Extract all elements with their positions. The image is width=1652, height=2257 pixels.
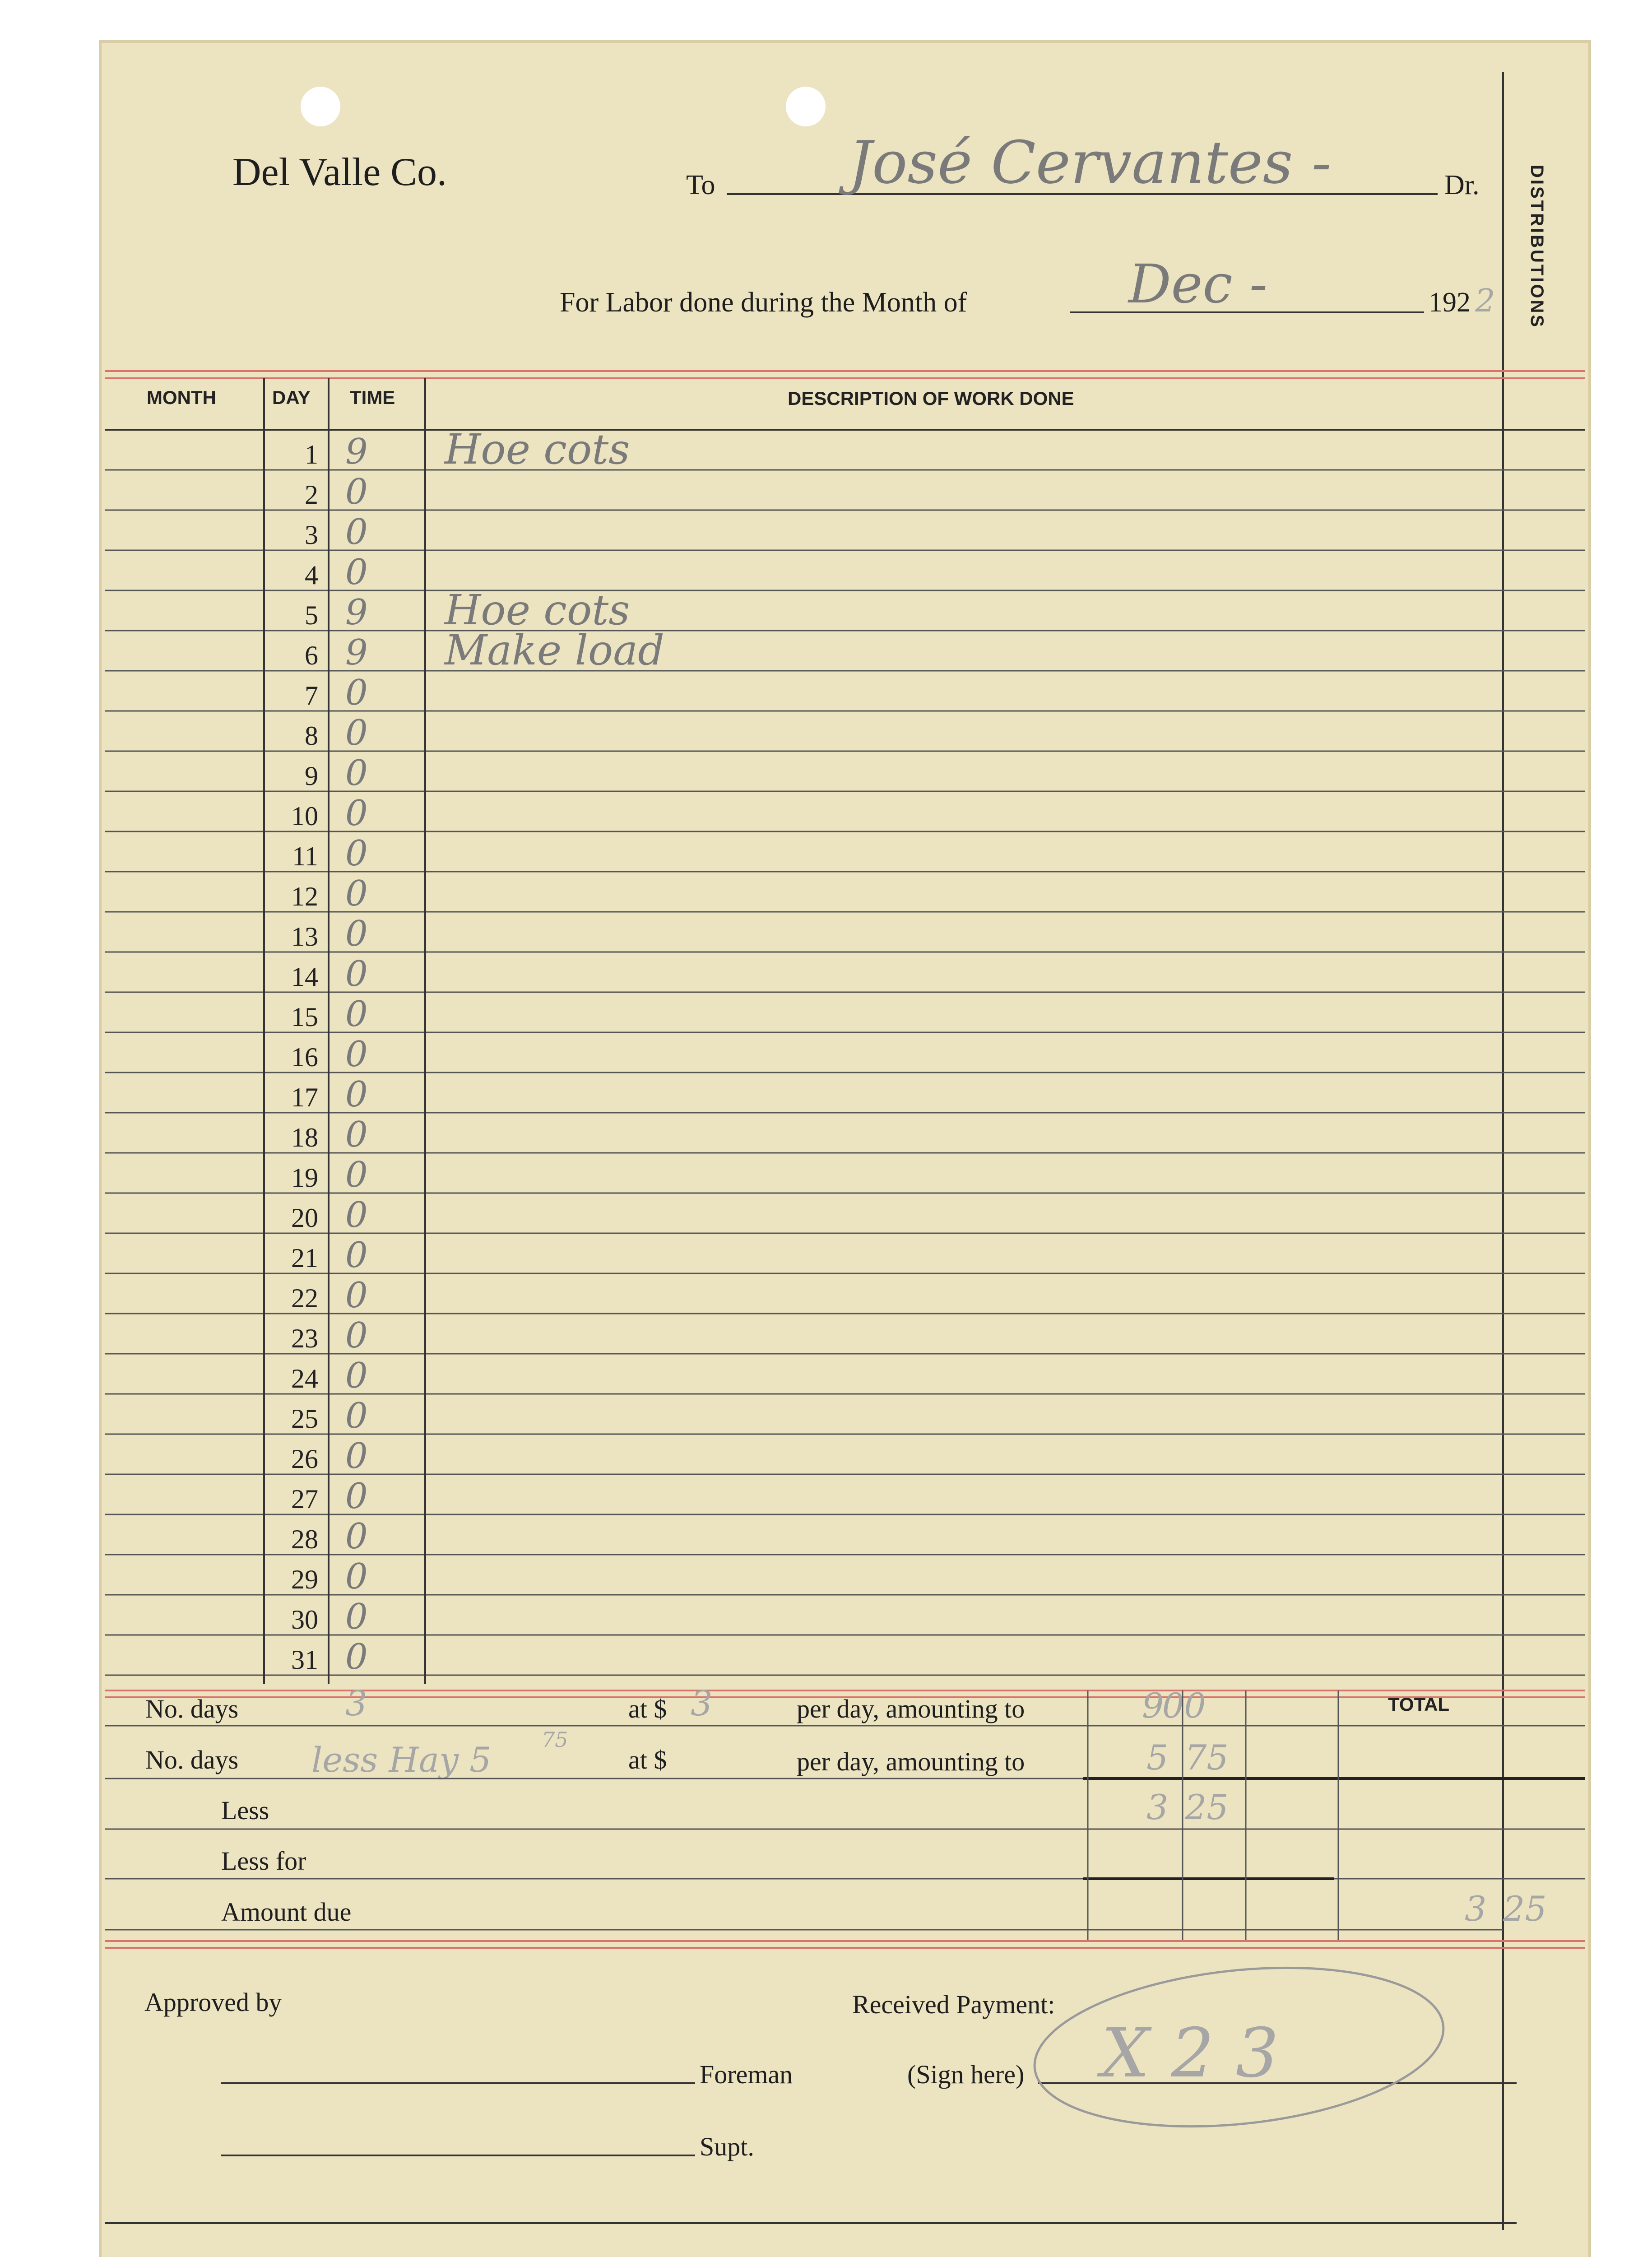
day-number: 29 bbox=[291, 1565, 318, 1594]
time-value: 0 bbox=[345, 914, 368, 954]
time-value: 0 bbox=[345, 673, 368, 713]
line1-label: No. days bbox=[145, 1694, 239, 1723]
less-label: Less bbox=[221, 1796, 269, 1825]
day-number: 12 bbox=[291, 882, 318, 911]
amount-due-dollars: 3 bbox=[1465, 1889, 1487, 1929]
time-value: 9 bbox=[345, 632, 368, 673]
time-value: 0 bbox=[345, 1597, 368, 1637]
line2-note-sup: 75 bbox=[542, 1728, 568, 1752]
time-value: 0 bbox=[345, 1235, 368, 1276]
header-day: DAY bbox=[272, 387, 311, 408]
header-month: MONTH bbox=[147, 387, 216, 408]
day-number: 1 bbox=[305, 440, 318, 469]
company-name: Del Valle Co. bbox=[232, 150, 447, 194]
day-number: 8 bbox=[305, 721, 318, 751]
line2-at: at $ bbox=[628, 1745, 667, 1774]
day-number: 3 bbox=[305, 520, 318, 550]
received-payment-label: Received Payment: bbox=[852, 1990, 1055, 2019]
line2-cents: 75 bbox=[1185, 1737, 1229, 1778]
day-number: 28 bbox=[291, 1524, 318, 1554]
line1-days: 3 bbox=[345, 1683, 367, 1723]
time-value: 0 bbox=[345, 1396, 368, 1436]
day-number: 2 bbox=[305, 480, 318, 510]
day-number: 23 bbox=[291, 1324, 318, 1353]
binder-hole-left bbox=[301, 87, 340, 126]
signature-mark: X 2 3 bbox=[1101, 2014, 1279, 2093]
time-value: 0 bbox=[345, 1074, 368, 1115]
time-value: 0 bbox=[345, 1356, 368, 1396]
time-value: 0 bbox=[345, 472, 368, 512]
day-number: 15 bbox=[291, 1002, 318, 1032]
day-number: 13 bbox=[291, 922, 318, 952]
line2-note: less Hay 5 bbox=[311, 1740, 492, 1780]
day-number: 24 bbox=[291, 1364, 318, 1393]
month-value-handwritten: Dec - bbox=[1128, 253, 1267, 315]
to-label: To bbox=[686, 170, 715, 200]
day-number: 5 bbox=[305, 600, 318, 630]
time-value: 0 bbox=[345, 873, 368, 914]
work-description: Hoe cots bbox=[445, 425, 630, 474]
time-value: 0 bbox=[345, 793, 368, 834]
amount-due-cents: 25 bbox=[1503, 1889, 1547, 1929]
day-number: 31 bbox=[291, 1645, 318, 1675]
work-description: Make load bbox=[445, 626, 665, 674]
time-value: 0 bbox=[345, 1115, 368, 1155]
line2-dollars: 5 bbox=[1146, 1737, 1169, 1778]
time-value: 0 bbox=[345, 512, 368, 553]
time-value: 0 bbox=[345, 713, 368, 753]
foreman-label: Foreman bbox=[700, 2060, 793, 2089]
time-value: 0 bbox=[345, 833, 368, 874]
day-number: 4 bbox=[305, 560, 318, 590]
to-value-handwritten: José Cervantes - bbox=[849, 128, 1332, 197]
time-value: 0 bbox=[345, 1637, 368, 1677]
line1-dollars: 9 bbox=[1142, 1686, 1164, 1726]
supt-label: Supt. bbox=[700, 2132, 754, 2161]
time-value: 9 bbox=[345, 432, 368, 472]
dr-label: Dr. bbox=[1444, 170, 1480, 200]
day-number: 19 bbox=[291, 1163, 318, 1193]
day-number: 25 bbox=[291, 1404, 318, 1434]
time-value: 0 bbox=[345, 1476, 368, 1517]
day-number: 18 bbox=[291, 1123, 318, 1152]
time-value: 0 bbox=[345, 1556, 368, 1597]
month-label: For Labor done during the Month of bbox=[560, 287, 967, 318]
less-cents: 25 bbox=[1185, 1787, 1229, 1827]
time-value: 0 bbox=[345, 753, 368, 794]
time-value: 0 bbox=[345, 1195, 368, 1235]
year-prefix: 192 bbox=[1429, 287, 1471, 318]
day-number: 30 bbox=[291, 1605, 318, 1635]
year-suffix-handwritten: 2 bbox=[1475, 282, 1495, 319]
approved-by-label: Approved by bbox=[144, 1988, 282, 2017]
time-value: 0 bbox=[345, 1155, 368, 1195]
line1-per-day: per day, amounting to bbox=[797, 1694, 1025, 1723]
time-value: 0 bbox=[345, 1034, 368, 1075]
day-number: 21 bbox=[291, 1243, 318, 1273]
total-header: TOTAL bbox=[1388, 1694, 1450, 1715]
time-value: 9 bbox=[345, 592, 368, 633]
time-value: 0 bbox=[345, 994, 368, 1035]
time-value: 0 bbox=[345, 954, 368, 994]
less-for-label: Less for bbox=[221, 1846, 306, 1876]
less-dollars: 3 bbox=[1146, 1787, 1169, 1827]
amount-due-label: Amount due bbox=[221, 1897, 352, 1927]
time-value: 0 bbox=[345, 1275, 368, 1316]
time-value: 0 bbox=[345, 1436, 368, 1477]
day-number: 16 bbox=[291, 1042, 318, 1072]
day-number: 14 bbox=[291, 962, 318, 992]
day-number: 10 bbox=[291, 801, 318, 831]
header-time: TIME bbox=[350, 387, 395, 408]
day-number: 27 bbox=[291, 1484, 318, 1514]
line2-per-day: per day, amounting to bbox=[797, 1747, 1025, 1776]
header-description: DESCRIPTION OF WORK DONE bbox=[788, 388, 1074, 409]
binder-hole-right bbox=[786, 87, 826, 126]
day-number: 22 bbox=[291, 1283, 318, 1313]
day-number: 17 bbox=[291, 1082, 318, 1112]
line1-at: at $ bbox=[628, 1694, 667, 1723]
table-row bbox=[305, 626, 664, 674]
line1-rate: 3 bbox=[691, 1683, 713, 1723]
table-row bbox=[305, 425, 630, 474]
day-number: 9 bbox=[305, 761, 318, 791]
distributions-label: DISTRIBUTIONS bbox=[1527, 165, 1547, 329]
time-value: 0 bbox=[345, 1516, 368, 1557]
day-number: 26 bbox=[291, 1444, 318, 1474]
day-number: 7 bbox=[305, 681, 318, 711]
sign-here-label: (Sign here) bbox=[907, 2060, 1025, 2089]
day-number: 20 bbox=[291, 1203, 318, 1233]
time-value: 0 bbox=[345, 1315, 368, 1356]
day-number: 11 bbox=[292, 841, 318, 871]
line1-cents: 00 bbox=[1162, 1686, 1206, 1726]
line2-label: No. days bbox=[145, 1745, 239, 1774]
day-number: 6 bbox=[305, 641, 318, 670]
time-value: 0 bbox=[345, 552, 368, 593]
work-description: Hoe cots bbox=[445, 586, 630, 634]
